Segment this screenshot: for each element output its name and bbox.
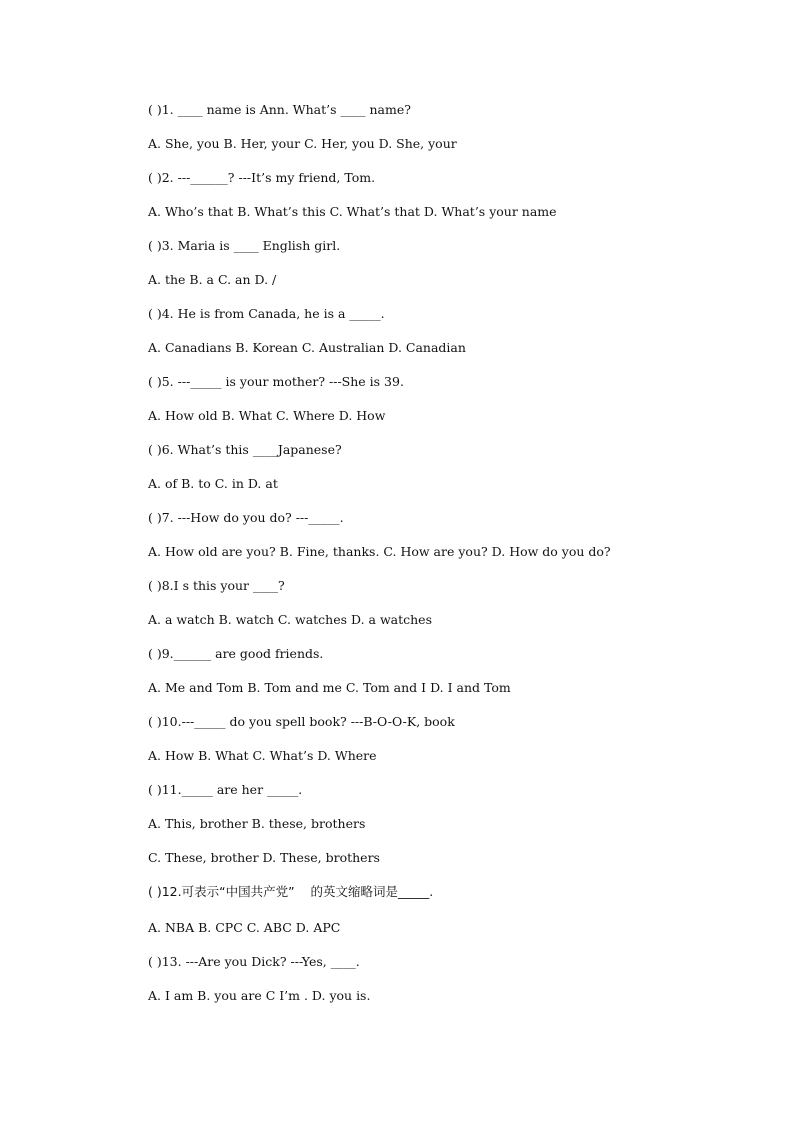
options-2: A. Who’s that B. What’s this C. What’s that D. What’s your name [148, 204, 557, 219]
question-8: ( )8.I s this your ____? [148, 578, 285, 593]
options-10: A. How B. What C. What’s D. Where [148, 748, 377, 763]
question-11: ( )11._____ are her _____. [148, 782, 303, 797]
options-4: A. Canadians B. Korean C. Australian D. Canadian [148, 340, 466, 355]
options-5: A. How old B. What C. Where D. How [148, 408, 386, 423]
question-3: ( )3. Maria is ____ English girl. [148, 238, 341, 253]
options-1: A. She, you B. Her, your C. Her, you D. She, your [148, 136, 457, 151]
question-12: ( )12.可表示“中国共产党” 的英文缩略词是_____. [148, 884, 434, 899]
question-1: ( )1. ____ name is Ann. What’s ____ name? [148, 102, 411, 117]
question-7: ( )7. ---How do you do? ---_____. [148, 510, 344, 525]
options-12: A. NBA B. CPC C. ABC D. APC [148, 920, 341, 935]
options-13: A. I am B. you are C I’m . D. you is. [148, 988, 371, 1003]
worksheet [148, 101, 768, 1021]
question-10: ( )10.---_____ do you spell book? ---B-O-O-K, book [148, 714, 455, 729]
question-4: ( )4. He is from Canada, he is a _____. [148, 306, 385, 321]
question-6: ( )6. What’s this ____Japanese? [148, 442, 342, 457]
options-6: A. of B. to C. in D. at [148, 476, 278, 491]
options-3: A. the B. a C. an D. / [148, 272, 277, 287]
options-8: A. a watch B. watch C. watches D. a watches [148, 612, 432, 627]
question-2: ( )2. ---______? ---It’s my friend, Tom. [148, 170, 376, 185]
question-5: ( )5. ---_____ is your mother? ---She is 39. [148, 374, 404, 389]
question-13: ( )13. ---Are you Dick? ---Yes, ____. [148, 954, 360, 969]
options-7: A. How old are you? B. Fine, thanks. C. How are you? D. How do you do? [148, 544, 611, 559]
options-9: A. Me and Tom B. Tom and me C. Tom and I D. I and Tom [148, 680, 511, 695]
question-9: ( )9.______ are good friends. [148, 646, 324, 661]
options-11-ab: A. This, brother B. these, brothers [148, 816, 366, 831]
options-11-cd: C. These, brother D. These, brothers [148, 850, 380, 865]
